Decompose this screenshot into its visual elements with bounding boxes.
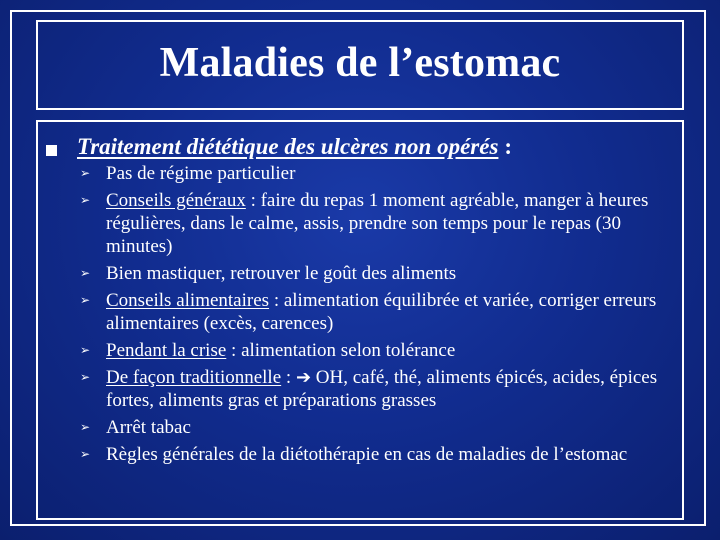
item-label: Conseils alimentaires bbox=[106, 290, 270, 311]
arrowhead-bullet-icon: ➢ bbox=[80, 166, 91, 180]
arrowhead-bullet-icon: ➢ bbox=[80, 447, 91, 461]
item-label: Pendant la crise bbox=[106, 340, 227, 361]
item-text: Arrêt tabac bbox=[106, 417, 191, 438]
item-label: Conseils généraux bbox=[106, 190, 246, 211]
list-item bbox=[80, 339, 680, 362]
item-text: Règles générales de la diétothérapie en cas de maladies de l’estomac bbox=[106, 444, 628, 465]
main-point-text: Traitement diététique des ulcères non opérés bbox=[77, 134, 499, 159]
list-item bbox=[80, 416, 680, 439]
arrowhead-bullet-icon: ➢ bbox=[80, 266, 91, 280]
item-text: : alimentation selon tolérance bbox=[226, 340, 456, 361]
title-box bbox=[36, 20, 684, 110]
arrowhead-bullet-icon: ➢ bbox=[80, 293, 91, 307]
item-text: Pas de régime particulier bbox=[106, 163, 296, 184]
arrowhead-bullet-icon: ➢ bbox=[80, 370, 91, 384]
content-box bbox=[36, 120, 684, 520]
arrowhead-bullet-icon: ➢ bbox=[80, 343, 91, 357]
arrowhead-bullet-icon: ➢ bbox=[80, 420, 91, 434]
item-text: : alimentation équilibrée et variée, corriger erreurs alimentaires (excès, carences) bbox=[106, 290, 657, 334]
item-separator: : bbox=[281, 367, 296, 388]
square-bullet-icon bbox=[46, 145, 57, 156]
list-item bbox=[80, 262, 680, 285]
list-item bbox=[80, 189, 680, 258]
list-item bbox=[80, 162, 680, 185]
item-text: : faire du repas 1 moment agréable, manger à heures régulières, dans le calme, assis, prendre son temps pour le repas (30 minutes) bbox=[106, 190, 649, 257]
main-bullet bbox=[46, 134, 512, 160]
list-item bbox=[80, 443, 680, 466]
sub-bullet-list bbox=[80, 162, 680, 470]
right-arrow-icon: ➔ bbox=[295, 367, 312, 388]
slide-title: Maladies de l’estomac bbox=[159, 40, 561, 86]
item-label: De façon traditionnelle bbox=[106, 367, 282, 388]
main-point-colon: : bbox=[504, 134, 513, 159]
list-item bbox=[80, 289, 680, 335]
list-item bbox=[80, 366, 680, 412]
item-text: OH, café, thé, aliments épicés, acides, épices fortes, aliments gras et préparations grasses bbox=[106, 367, 658, 411]
arrowhead-bullet-icon: ➢ bbox=[80, 193, 91, 207]
item-text: Bien mastiquer, retrouver le goût des aliments bbox=[106, 263, 457, 284]
